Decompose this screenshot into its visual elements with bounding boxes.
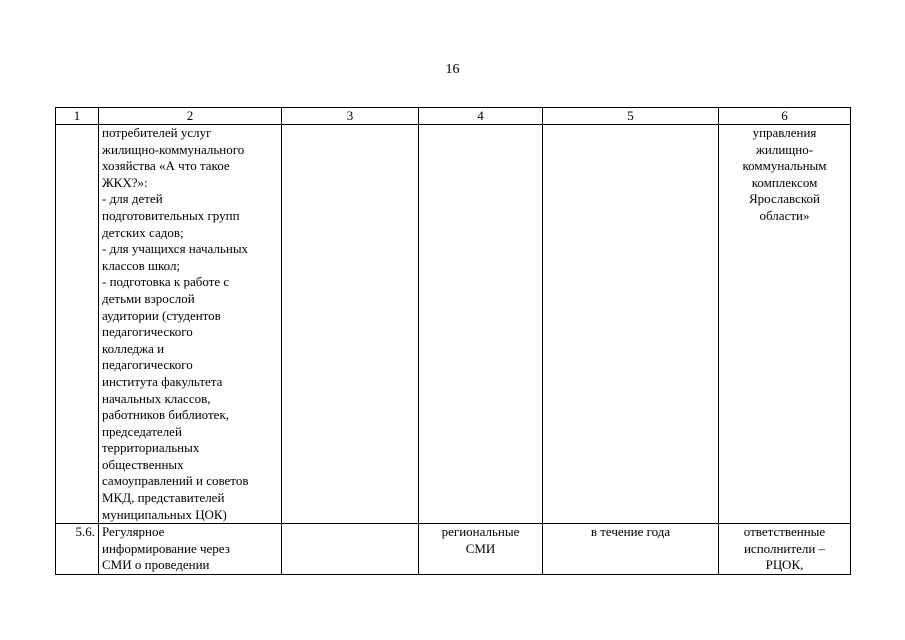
page-number: 16 [445,62,460,77]
header-cell-4: 4 [419,108,543,125]
row1-col4-cell [419,125,543,524]
text-line: педагогического [102,357,193,373]
text-line: - подготовка к работе с [102,274,230,290]
row1-description-cell [99,125,282,524]
text-line: жилищно- [755,141,814,157]
row1-number-cell [56,125,99,524]
header-cell-1: 1 [56,108,99,125]
row1-col5-cell [543,125,719,524]
header-cell-5: 5 [543,108,719,125]
text-line: подготовительных групп [102,207,240,223]
text-line: СМИ [465,540,496,556]
text-line: колледжа и [102,340,165,356]
text-line: управления [752,125,817,140]
text-line: детских садов; [102,224,184,240]
text-line: муниципальных ЦОК) [102,506,227,522]
row1-responsible-cell [719,125,851,524]
row2-media-cell [419,524,543,575]
header-cell-6: 6 [719,108,851,125]
text-line: комплексом [751,174,818,190]
text-line: региональные [441,524,520,540]
text-line: аудитории (студентов [102,307,221,323]
text-line: информирование через [102,540,230,556]
text-line: классов школ; [102,257,181,273]
text-line: общественных [102,456,184,472]
row2-col3-cell [282,524,419,575]
text-line: детьми взрослой [102,290,195,306]
text-line: ответственные [743,524,826,540]
text-line: самоуправлений и советов [102,473,249,489]
text-line: территориальных [102,440,200,456]
header-cell-3: 3 [282,108,419,125]
text-line: ЖКХ?»: [102,174,148,190]
text-line: - для учащихся начальных [102,241,249,257]
table-row [56,125,851,524]
table-row [56,524,851,575]
text-line: - для детей [102,191,163,207]
row2-description-cell [99,524,282,575]
text-line: Ярославской [749,191,820,207]
text-line: института факультета [102,373,223,389]
text-line: начальных классов, [102,390,211,406]
text-line: педагогического [102,324,193,340]
plan-table [55,107,851,575]
text-line: МКД, представителей [102,490,225,506]
text-line: исполнители – [743,540,826,556]
row2-responsible-cell [719,524,851,575]
row2-period-cell [543,524,719,575]
text-line: жилищно-коммунального [102,141,245,157]
text-line: области» [759,207,810,223]
text-line: СМИ о проведении [102,557,210,573]
text-line: в течение года [590,524,671,540]
text-line: потребителей услуг [102,125,212,140]
row2-number-cell: 5.6. [56,524,99,575]
text-line: коммунальным [742,158,827,174]
text-line: хозяйства «А что такое [102,158,230,174]
text-line: РЦОК, [765,557,804,573]
header-row [56,108,851,125]
text-line: Регулярное [102,524,165,540]
header-cell-2: 2 [99,108,282,125]
text-line: председателей [102,423,182,439]
row1-col3-cell [282,125,419,524]
text-line: работников библиотек, [102,407,230,423]
